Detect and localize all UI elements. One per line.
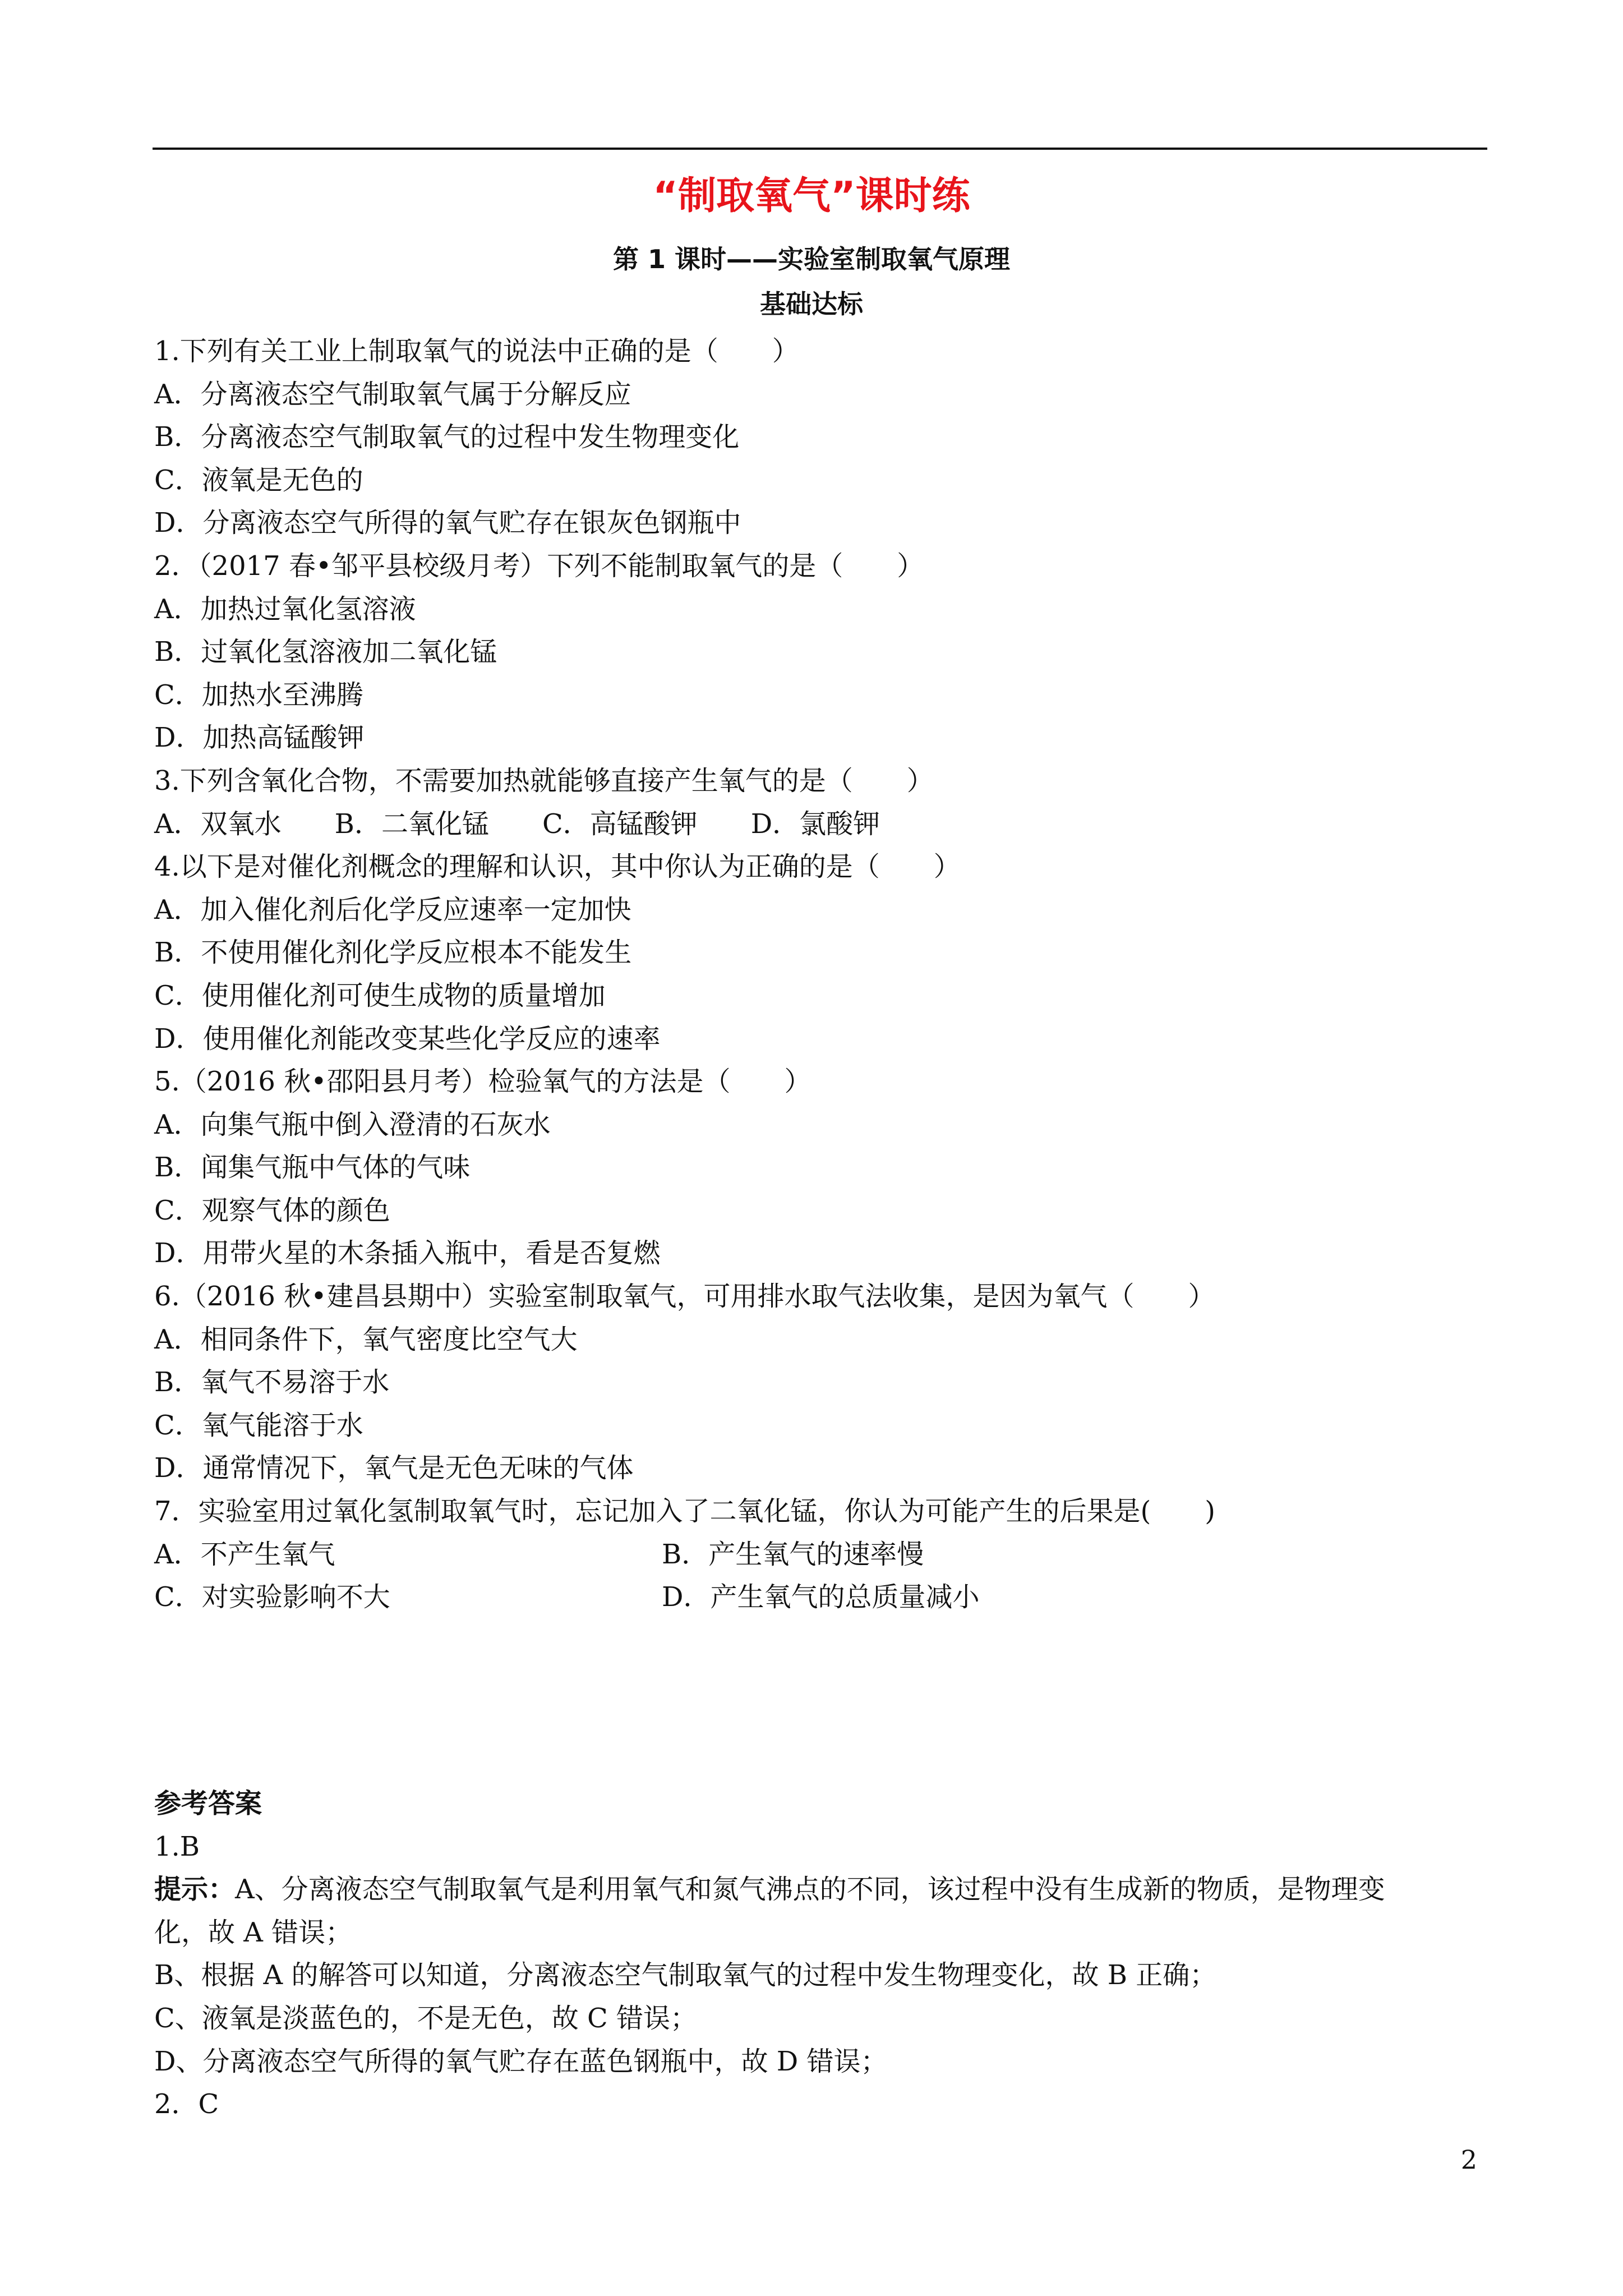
- section-title: 基础达标: [760, 289, 863, 319]
- question-6-option-d: D．通常情况下，氧气是无色无味的气体: [154, 1452, 634, 1484]
- question-6-option-a: A．相同条件下，氧气密度比空气大: [154, 1323, 578, 1355]
- question-7-stem: 7．实验室用过氧化氢制取氧气时，忘记加入了二氧化锰，你认为可能产生的后果是( ): [154, 1496, 1215, 1527]
- question-1-option-a: A．分离液态空气制取氧气属于分解反应: [154, 378, 631, 410]
- question-2-option-a: A．加热过氧化氢溶液: [154, 593, 416, 625]
- question-2-option-b: B．过氧化氢溶液加二氧化锰: [154, 636, 497, 668]
- question-7-option-b: B．产生氧气的速率慢: [662, 1538, 924, 1570]
- question-5-option-d: D．用带火星的木条插入瓶中，看是否复燃: [154, 1237, 661, 1269]
- question-5-option-a: A．向集气瓶中倒入澄清的石灰水: [154, 1108, 551, 1140]
- question-5-stem: 5.（2016 秋•邵阳县月考）检验氧气的方法是（ ）: [154, 1066, 811, 1098]
- question-3-option-a: A．双氧水: [154, 808, 282, 840]
- question-3-option-c: C．高锰酸钾: [542, 808, 698, 840]
- answer-section: [154, 1782, 1489, 2126]
- question-5-option-b: B．闻集气瓶中气体的气味: [154, 1152, 471, 1184]
- answer-1-hint-line-3: B、根据 A 的解答可以知道，分离液态空气制取氧气的过程中发生物理变化，故 B 正确；: [154, 1959, 1217, 1991]
- question-1-option-c: C．液氧是无色的: [154, 464, 363, 496]
- question-3-option-d: D．氯酸钾: [750, 808, 880, 840]
- answer-2: 2．C: [154, 2088, 219, 2120]
- hint-label: 提示：: [154, 1874, 236, 1906]
- question-7-options-row-2: [154, 1576, 1489, 1619]
- question-6-option-b: B．氧气不易溶于水: [154, 1366, 390, 1398]
- question-1-option-d: D．分离液态空气所得的氧气贮存在银灰色钢瓶中: [154, 507, 741, 539]
- question-5-option-c: C．观察气体的颜色: [154, 1194, 390, 1226]
- question-7-options-row-1: [154, 1533, 1489, 1576]
- question-4-option-a: A．加入催化剂后化学反应速率一定加快: [154, 894, 631, 926]
- hint-text: A、分离液态空气制取氧气是利用氧气和氮气沸点的不同，该过程中没有生成新的物质，是物理变: [235, 1874, 1385, 1906]
- answer-1: 1.B: [154, 1830, 200, 1862]
- question-3-stem: 3.下列含氧化合物，不需要加热就能够直接产生氧气的是（ ）: [154, 765, 934, 797]
- lesson-subtitle: 第 1 课时——实验室制取氧气原理: [612, 244, 1011, 274]
- question-1-stem: 1.下列有关工业上制取氧气的说法中正确的是（ ）: [154, 335, 799, 367]
- answer-1-hint-line-5: D、分离液态空气所得的氧气贮存在蓝色钢瓶中，故 D 错误；: [154, 2045, 888, 2077]
- answer-1-hint-line-1: [154, 1868, 1489, 1911]
- question-2-option-c: C．加热水至沸腾: [154, 679, 363, 711]
- question-4-option-d: D．使用催化剂能改变某些化学反应的速率: [154, 1023, 661, 1055]
- question-6-option-c: C．氧气能溶于水: [154, 1409, 363, 1441]
- question-3-option-b: B．二氧化锰: [334, 808, 489, 840]
- answers-heading: 参考答案: [154, 1788, 262, 1819]
- page-number: 2: [1460, 2145, 1477, 2175]
- question-7-option-c: C．对实验影响不大: [154, 1581, 390, 1613]
- header-rule: [153, 148, 1487, 150]
- question-7-option-d: D．产生氧气的总质量减小: [662, 1581, 980, 1613]
- question-1-option-b: B．分离液态空气制取氧气的过程中发生物理变化: [154, 421, 740, 453]
- question-list: [154, 330, 1489, 1619]
- question-7-option-a: A．不产生氧气: [154, 1538, 335, 1570]
- question-2-stem: 2．（2017 春•邹平县校级月考）下列不能制取氧气的是（ ）: [154, 550, 924, 582]
- answer-1-hint-line-4: C、液氧是淡蓝色的，不是无色，故 C 错误；: [154, 2002, 697, 2034]
- question-4-option-b: B．不使用催化剂化学反应根本不能发生: [154, 937, 632, 969]
- document-title: “制取氧气”课时练: [653, 174, 970, 218]
- question-6-stem: 6.（2016 秋•建昌县期中）实验室制取氧气，可用排水取气法收集，是因为氧气（ ）: [154, 1281, 1215, 1313]
- answer-1-hint-line-2: 化，故 A 错误；: [154, 1916, 353, 1948]
- question-4-stem: 4.以下是对催化剂概念的理解和认识，其中你认为正确的是（ ）: [154, 851, 961, 883]
- question-2-option-d: D．加热高锰酸钾: [154, 722, 365, 754]
- question-3-options: [154, 803, 1489, 846]
- question-4-option-c: C．使用催化剂可使生成物的质量增加: [154, 979, 606, 1011]
